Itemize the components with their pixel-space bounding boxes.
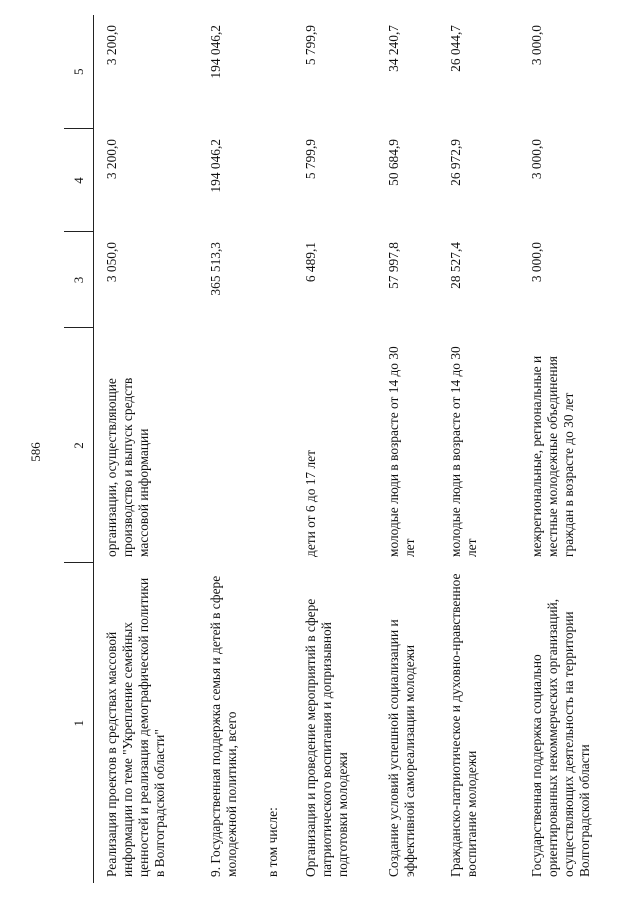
cell-description: Реализация проектов в средствах массовой информации по теме "Укрепление семейных ценностей и реализация демографической политики в Волгоградской области" [104,577,167,877]
rotated-table-wrapper [64,15,624,883]
table-row [198,15,255,883]
cell-value-5 [255,15,293,129]
cell-value-3: 6 489,1 [302,242,318,283]
cell-value-4: 26 972,9 [447,139,463,186]
cell-recipients: дети от 6 до 17 лет [302,450,318,557]
cell-value-5: 3 000,0 [528,25,544,66]
cell-recipients: организации, осуществляющие производство и выпуск средств массовой информации [104,377,151,557]
cell-value-5: 5 799,9 [302,25,318,66]
page-number: 586 [28,442,43,462]
table-row [438,15,519,883]
cell-value-4: 3 200,0 [104,139,119,180]
cell-description: Гражданско-патриотическое и духовно-нравственное воспитание молодежи [447,573,479,877]
cell-value-4: 5 799,9 [302,139,318,180]
cell-description: Создание условий успешной социализации и эффективной самореализации молодежи [385,619,417,877]
cell-description: Государственная поддержка социально ориентированных некоммерческих организаций, осуществляющих деятельность на территории Волгоградской области [528,598,592,877]
cell-value-5: 194 046,2 [207,25,223,79]
cell-recipients: молодые люди в возрасте от 14 до 30 лет [447,346,479,557]
cell-value-3: 3 000,0 [528,242,544,283]
cell-value-3 [255,232,293,328]
cell-value-3: 3 050,0 [104,242,119,283]
table-row [94,15,198,883]
cell-recipients [255,328,293,563]
cell-value-5: 26 044,7 [447,25,463,72]
cell-value-3: 28 527,4 [447,242,463,289]
header-col-1: 1 [64,563,94,883]
cell-description: 9. Государственная поддержка семья и детей в сфере молодежной политики, всего [207,575,239,877]
cell-recipients [198,328,255,563]
header-col-5: 5 [64,15,94,129]
cell-description: Организация и проведение мероприятий в сфере патриотического воспитания и допризывной подготовки молодежи [302,598,350,877]
header-col-4: 4 [64,129,94,232]
cell-value-5: 3 200,0 [104,25,119,66]
cell-recipients: молодые люди в возрасте от 14 до 30 лет [385,346,417,557]
table-row [255,15,293,883]
cell-value-3: 365 513,3 [207,242,223,296]
header-col-2: 2 [64,328,94,563]
budget-table [64,15,629,883]
header-row [64,15,94,883]
table-row [519,15,629,883]
table-row [376,15,438,883]
cell-value-4: 50 684,9 [385,139,401,186]
cell-value-4 [255,129,293,232]
cell-value-4: 194 046,2 [207,139,223,193]
cell-value-4: 3 000,0 [528,139,544,180]
cell-value-5: 34 240,7 [385,25,401,72]
table-row [293,15,376,883]
cell-recipients: межрегиональные, региональные и местные молодежные объединения граждан в возрасте до 30 лет [528,355,576,557]
cell-description: в том числе: [264,807,280,877]
cell-value-3: 57 997,8 [385,242,401,289]
header-col-3: 3 [64,232,94,328]
